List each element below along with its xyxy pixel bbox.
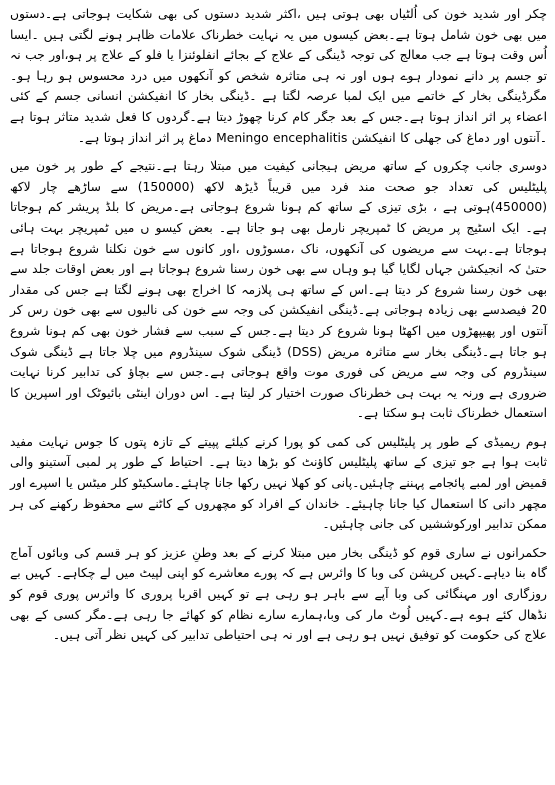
paragraph-rulers: حکمرانوں نے ساری قوم کو ڈینگی بخار میں مبتلا کرنے کے بعد وطنِ عزیز کو ہر قسم کی وبائوں آماج گاہ بنا دیاہے۔کہیں کرپشن کی وبا کا وائرس ہے کہ پورے معاشرے کو اپنی لپیٹ میں لے چکاہے۔ کہیں بے روزگاری اور مہنگائی کی وبا آپے سے باہر ہو رہی ہے تو کہیں اقربا پروری کا وائرس پوری قوم کو نڈھال کئے ہوے ہے۔کہیں لُوٹ مار کی وبا،ہمارے سارے نظام کو کھائے جا رہی ہے۔مگر کسی کے بھی علاج کی حکومت کو توفیق نہیں ہو رہی ہے اور نہ ہی احتیاطی تدابیر کی کہیں نظر آتی ہیں۔: [10, 545, 547, 643]
paragraph-symptoms: چکر اور شدید خون کی اُلٹیاں بھی ہوتی ہیں ،اکثر شدید دستوں کی بھی شکایت ہوجاتی ہے۔دستوں میں بھی خون شامل ہوتا ہے۔بعض کیسوں میں یہ نہایت خطرناک علامات ظاہر ہونے لگتی ہیں ۔ایسا اُس وقت ہوتا ہے جب معالج کی توجہ ڈینگی کے علاج کے بجائے انفلوئنزا یا فلو کے علاج پر ہو،اور جب نہ تو جسم پر دانے نمودار ہوے ہوں اور نہ ہی متاثرہ شخص کو آنکھوں میں درد محسوس ہو رہا ہو۔مگرڈینگی بخار کے خاتمے میں ایک لمبا عرصہ لگتا ہے ۔ڈینگی بخار کا انفیکشن انسانی جسم کے کئی اعضاء پر اثر انداز ہوتا ہے۔جس کے بعد جگر کام کرنا چھوڑ دیتا ہے۔گردوں کا فعل شدید متاثر ہوتا ہے ۔آنتوں اور دماغ کی جھلی کا انفیکشن Meningo encephalitis دماغ پر اثر انداز ہوتا ہے۔: [10, 7, 547, 145]
paragraph-platelets: دوسری جانب چکروں کے ساتھ مریض ہیجانی کیفیت میں مبتلا رہتا ہے۔نتیجے کے طور پر خون میں پلیٹلیس کی تعداد جو صحت مند فرد میں قریباً ڈیڑھ لاکھ (150000) سے ساڑھے چار لاکھ (450000)ہوتی ہے ، بڑی تیزی کے ساتھ کم ہونا شروع ہوجاتی ہے۔مریض کا بلڈ پریشر کم ہوجاتا ہے۔ ایک اسٹیج پر مریض کا ٹمپریچر نارمل بھی ہو جاتا ہے۔ بعض کیسو ں میں ٹمپریچر بہت ہائی ہوجاتا ہے۔بہت سے مریضوں کی آنکھوں، ناک ،مسوڑوں ،اور کانوں سے خون نکلنا شروع ہوجاتا ہے حتیٰ کہ انجیکشن جہاں لگایا گیا ہو وہاں سے بھی خون رسنا شروع ہوجاتا ہے اور بعض اوقات جلد سے بھی خون رسنا شروع کر دیتا ہے۔اس کے ساتھ ہی پلازمہ کا اخراج بھی ہونے لگتا ہے جس کی مقدار 20 فیصدسے بھی زیادہ ہوجاتی ہے۔ڈینگی انفیکشن کی وجہ سے خون کی نالیوں سے بھی خون رس کر آنتوں اور پھیپھڑوں میں اکھٹا ہونا شروع کر دیتا ہے۔جس کے سبب سے فشار خون بھی کم ہونا شروع ہو جاتا ہے۔ڈینگی بخار سے متاثرہ مریض (DSS) ڈینگی شوک سینڈروم میں چلا جاتا ہے ڈینگی شوک سینڈروم کی وجہ سے مریض کی فوری موت واقع ہوجاتی ہے۔جس سے بچاؤ کی تدابیر کرنا نہایت ضروری ہے ورنہ یہ بہت ہی خطرناک صورت اختیار کر لیتا ہے۔ اس دوران اینٹی بائیوٹک اور اسپرین کا استعمال خطرناک ثابت ہو سکتا ہے۔: [10, 159, 548, 421]
paragraph-home-remedy: ہوم ریمیڈی کے طور پر پلیٹلیس کی کمی کو پورا کرنے کیلئے پپیتے کے تازہ پتوں کا جوس نہایت مفید ثابت ہوا ہے جو تیزی کے ساتھ پلیٹلیس کاؤنٹ کو بڑھا دیتا ہے۔ احتیاط کے طور پر لمبی آستینو والی قمیض اور لمبے پائجامے پہننے چاہئیں۔پانی کو کھلا نہیں رکھا جانا چاہئے۔ماسکیٹو کلر میٹس یا اسپرے اور مچھر دانی کا استعمال کیا جانا چاہیئے۔ خاندان کے افراد کو مچھروں کے کاٹنے سے محفوظ رکھنے کی ہر ممکن تدابیر اورکوششیں کی جانی چاہئیں۔: [10, 434, 547, 532]
